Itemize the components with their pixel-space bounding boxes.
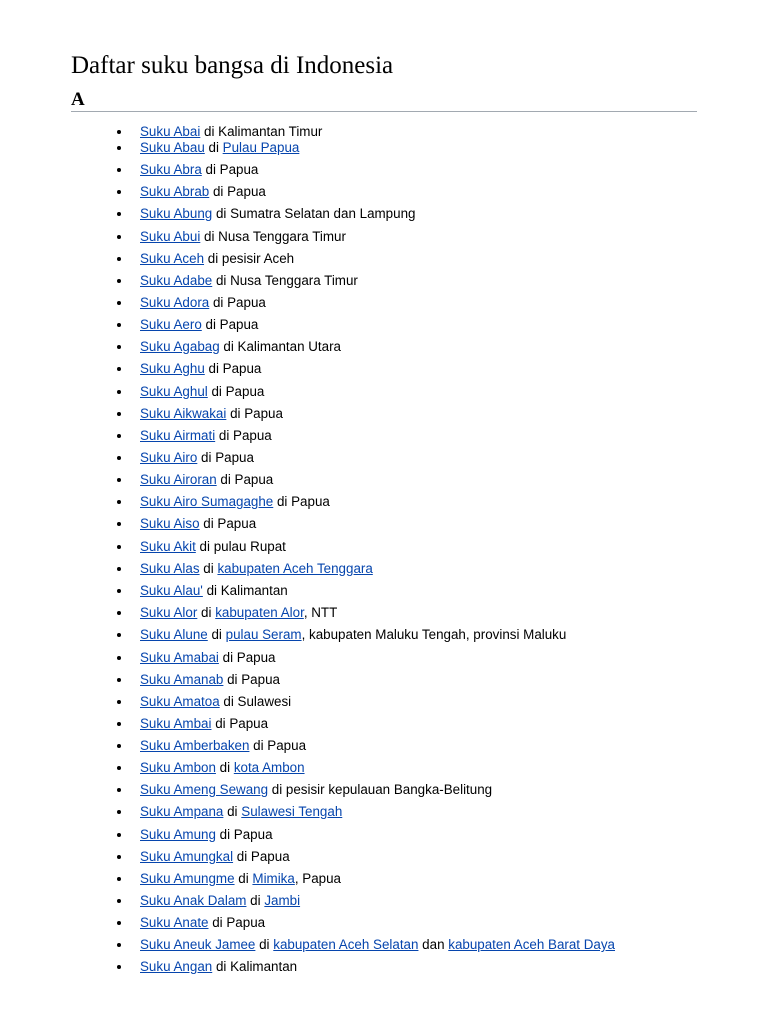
bullet-icon <box>117 877 121 881</box>
entry-link[interactable]: Suku Agabag <box>140 339 220 354</box>
entry-description: , kabupaten Maluku Tengah, provinsi Maluku <box>301 627 567 642</box>
list-item-text <box>140 870 341 888</box>
bullet-icon <box>117 434 121 438</box>
list-item-text <box>140 649 276 667</box>
bullet-icon <box>117 943 121 947</box>
entry-description: di pesisir Aceh <box>204 251 295 266</box>
entry-description: di Papua <box>208 915 266 930</box>
list-item-text <box>140 294 266 312</box>
list-item-text <box>140 139 299 157</box>
entry-link[interactable]: Suku Amungkal <box>140 849 234 864</box>
bullet-icon <box>117 921 121 925</box>
entry-link[interactable]: Suku Akit <box>140 539 196 554</box>
list-item-text <box>140 958 297 976</box>
entry-description: di Papua <box>218 650 276 665</box>
entry-description: di <box>234 871 253 886</box>
entry-description: di Nusa Tenggara Timur <box>212 273 358 288</box>
entry-link[interactable]: Suku Alau' <box>140 583 203 598</box>
entry-description: , Papua <box>294 871 341 886</box>
entry-description: di <box>255 937 274 952</box>
bullet-icon <box>117 766 121 770</box>
list-item-text <box>140 515 256 533</box>
entry-description: di <box>204 140 223 155</box>
entry-description: di Sumatra Selatan dan Lampung <box>212 206 416 221</box>
entry-link[interactable]: Suku Amabai <box>140 650 219 665</box>
bullet-icon <box>117 146 121 150</box>
bullet-icon <box>117 190 121 194</box>
entry-description: di <box>223 804 242 819</box>
bullet-icon <box>117 279 121 283</box>
bullet-icon <box>117 301 121 305</box>
bullet-icon <box>117 744 121 748</box>
bullet-icon <box>117 833 121 837</box>
entry-link[interactable]: Suku Adora <box>140 295 210 310</box>
entry-description: di Kalimantan <box>212 959 298 974</box>
bullet-icon <box>117 589 121 593</box>
page-title: Daftar suku bangsa di Indonesia <box>71 52 394 79</box>
list-item-text <box>140 560 373 578</box>
list-item-text <box>140 737 306 755</box>
bullet-icon <box>117 212 121 216</box>
bullet-icon <box>117 810 121 814</box>
entry-link[interactable]: Suku Abrab <box>140 184 210 199</box>
entry-link[interactable]: Suku Abai <box>140 124 201 139</box>
entry-description: di <box>215 760 234 775</box>
bullet-icon <box>117 656 121 660</box>
entry-description: di Papua <box>197 450 254 465</box>
list-item-text <box>140 316 258 334</box>
entry-link[interactable]: Suku Airo Sumagaghe <box>140 494 274 509</box>
entry-description: di Kalimantan <box>202 583 288 598</box>
entry-link[interactable]: Suku Amungme <box>140 871 235 886</box>
entry-link[interactable]: Suku Ameng Sewang <box>140 782 269 797</box>
list-item-text <box>140 715 268 733</box>
entry-link[interactable]: Suku Abra <box>140 162 202 177</box>
entry-link[interactable]: Sulawesi Tengah <box>241 804 343 819</box>
list-item-text <box>140 803 342 821</box>
entry-description: di Nusa Tenggara Timur <box>200 229 346 244</box>
list-item-text <box>140 427 272 445</box>
list-item-text <box>140 471 273 489</box>
entry-link[interactable]: Suku Aceh <box>140 251 205 266</box>
entry-description: di Papua <box>204 361 262 376</box>
entry-link[interactable]: Suku Adabe <box>140 273 213 288</box>
list-item-text <box>140 626 566 644</box>
entry-description: di pesisir kepulauan Bangka-Belitung <box>268 782 493 797</box>
entry-link[interactable]: Suku Anak Dalam <box>140 893 247 908</box>
list-item-text <box>140 338 341 356</box>
entry-description: di Papua <box>223 672 280 687</box>
entry-description: dan <box>418 937 449 952</box>
entry-link[interactable]: Suku Amberbaken <box>140 738 250 753</box>
entry-description: di Kalimantan Utara <box>219 339 341 354</box>
list-item-text <box>140 848 290 866</box>
entry-link[interactable]: Suku Abung <box>140 206 213 221</box>
list-item-text <box>140 183 266 201</box>
list-item-text <box>140 493 330 511</box>
entry-description: di Papua <box>199 516 257 531</box>
bullet-icon <box>117 633 121 637</box>
bullet-icon <box>117 323 121 327</box>
list-item-text <box>140 936 615 954</box>
entry-description: di Papua <box>209 184 266 199</box>
entry-description: di Papua <box>201 317 259 332</box>
entry-description: di Sulawesi <box>219 694 292 709</box>
entry-link[interactable]: Suku Abui <box>140 229 201 244</box>
entry-link[interactable]: Suku Aghu <box>140 361 205 376</box>
entry-link[interactable]: Suku Amung <box>140 827 216 842</box>
bullet-icon <box>117 788 121 792</box>
entry-description: di <box>197 605 216 620</box>
entry-link[interactable]: kabupaten Alor <box>215 605 304 620</box>
bullet-icon <box>117 899 121 903</box>
entry-link[interactable]: kabupaten Aceh Selatan <box>273 937 419 952</box>
entry-description: di <box>246 893 265 908</box>
entry-link[interactable]: Suku Aiso <box>140 516 200 531</box>
list-item-text <box>140 582 288 600</box>
entry-description: di pulau Rupat <box>195 539 286 554</box>
entry-link[interactable]: Suku Amatoa <box>140 694 220 709</box>
list-item-text <box>140 604 337 622</box>
entry-description: di Papua <box>273 494 330 509</box>
entry-link[interactable]: Suku Aghul <box>140 384 208 399</box>
list-item-text <box>140 360 261 378</box>
list-item-text <box>140 892 300 910</box>
bullet-icon <box>117 257 121 261</box>
entry-description: di Papua <box>209 295 266 310</box>
entry-link[interactable]: Suku Ambai <box>140 716 212 731</box>
entry-description: di Papua <box>215 827 273 842</box>
bullet-icon <box>117 478 121 482</box>
entry-link[interactable]: kabupaten Aceh Barat Daya <box>448 937 616 952</box>
bullet-icon <box>117 855 121 859</box>
list-item-text <box>140 272 358 290</box>
list-item-text <box>140 250 294 268</box>
list-item-text <box>140 781 492 799</box>
list-item-text <box>140 161 258 179</box>
entry-link[interactable]: Pulau Papua <box>222 140 300 155</box>
section-heading: A <box>71 88 697 112</box>
bullet-icon <box>117 412 121 416</box>
list-item-text <box>140 228 346 246</box>
bullet-icon <box>117 168 121 172</box>
list-item-text <box>140 405 283 423</box>
entry-description: di Papua <box>211 716 269 731</box>
entry-link[interactable]: Jambi <box>264 893 301 908</box>
list-item-text <box>140 383 264 401</box>
bullet-icon <box>117 456 121 460</box>
entry-description: di Papua <box>249 738 307 753</box>
list-item-text <box>140 449 254 467</box>
entry-description: di <box>207 627 226 642</box>
list-item-text <box>140 826 273 844</box>
list-item-text <box>140 205 415 223</box>
entry-description: di <box>199 561 218 576</box>
list-item-text <box>140 693 291 711</box>
entry-description: , NTT <box>303 605 338 620</box>
entry-link[interactable]: Suku Ambon <box>140 760 216 775</box>
entry-description: di Kalimantan Timur <box>200 124 323 139</box>
bullet-icon <box>117 722 121 726</box>
entry-link[interactable]: Suku Alor <box>140 605 198 620</box>
entry-description: di Papua <box>201 162 259 177</box>
bullet-icon <box>117 130 121 134</box>
bullet-icon <box>117 390 121 394</box>
entry-link[interactable]: Suku Amanab <box>140 672 224 687</box>
entry-link[interactable]: Suku Abau <box>140 140 205 155</box>
bullet-icon <box>117 500 121 504</box>
entry-description: di Papua <box>215 428 272 443</box>
bullet-icon <box>117 522 121 526</box>
bullet-icon <box>117 567 121 571</box>
list-item-text <box>140 759 305 777</box>
entry-link[interactable]: Suku Ampana <box>140 804 224 819</box>
entry-description: di Papua <box>216 472 274 487</box>
entry-link[interactable]: Suku Aikwakai <box>140 406 227 421</box>
bullet-icon <box>117 965 121 969</box>
entry-description: di Papua <box>207 384 265 399</box>
entry-link[interactable]: Suku Anate <box>140 915 209 930</box>
entry-link[interactable]: Suku Alas <box>140 561 200 576</box>
entry-link[interactable]: Suku Airmati <box>140 428 216 443</box>
entry-link[interactable]: pulau Seram <box>225 627 302 642</box>
entry-link[interactable]: Suku Aneuk Jamee <box>140 937 256 952</box>
bullet-icon <box>117 611 121 615</box>
list-item-text <box>140 914 265 932</box>
entry-description: di Papua <box>233 849 290 864</box>
list-item-text <box>140 671 280 689</box>
entry-link[interactable]: Mimika <box>252 871 295 886</box>
entry-link[interactable]: Suku Airo <box>140 450 198 465</box>
entry-link[interactable]: Suku Alune <box>140 627 208 642</box>
entry-link[interactable]: kota Ambon <box>233 760 305 775</box>
entry-link[interactable]: Suku Aero <box>140 317 202 332</box>
entry-link[interactable]: Suku Airoran <box>140 472 217 487</box>
bullet-icon <box>117 235 121 239</box>
bullet-icon <box>117 700 121 704</box>
bullet-icon <box>117 545 121 549</box>
entry-description: di Papua <box>226 406 283 421</box>
bullet-icon <box>117 367 121 371</box>
entry-link[interactable]: kabupaten Aceh Tenggara <box>217 561 373 576</box>
list-item-text <box>140 538 286 556</box>
bullet-icon <box>117 678 121 682</box>
bullet-icon <box>117 345 121 349</box>
entry-link[interactable]: Suku Angan <box>140 959 213 974</box>
